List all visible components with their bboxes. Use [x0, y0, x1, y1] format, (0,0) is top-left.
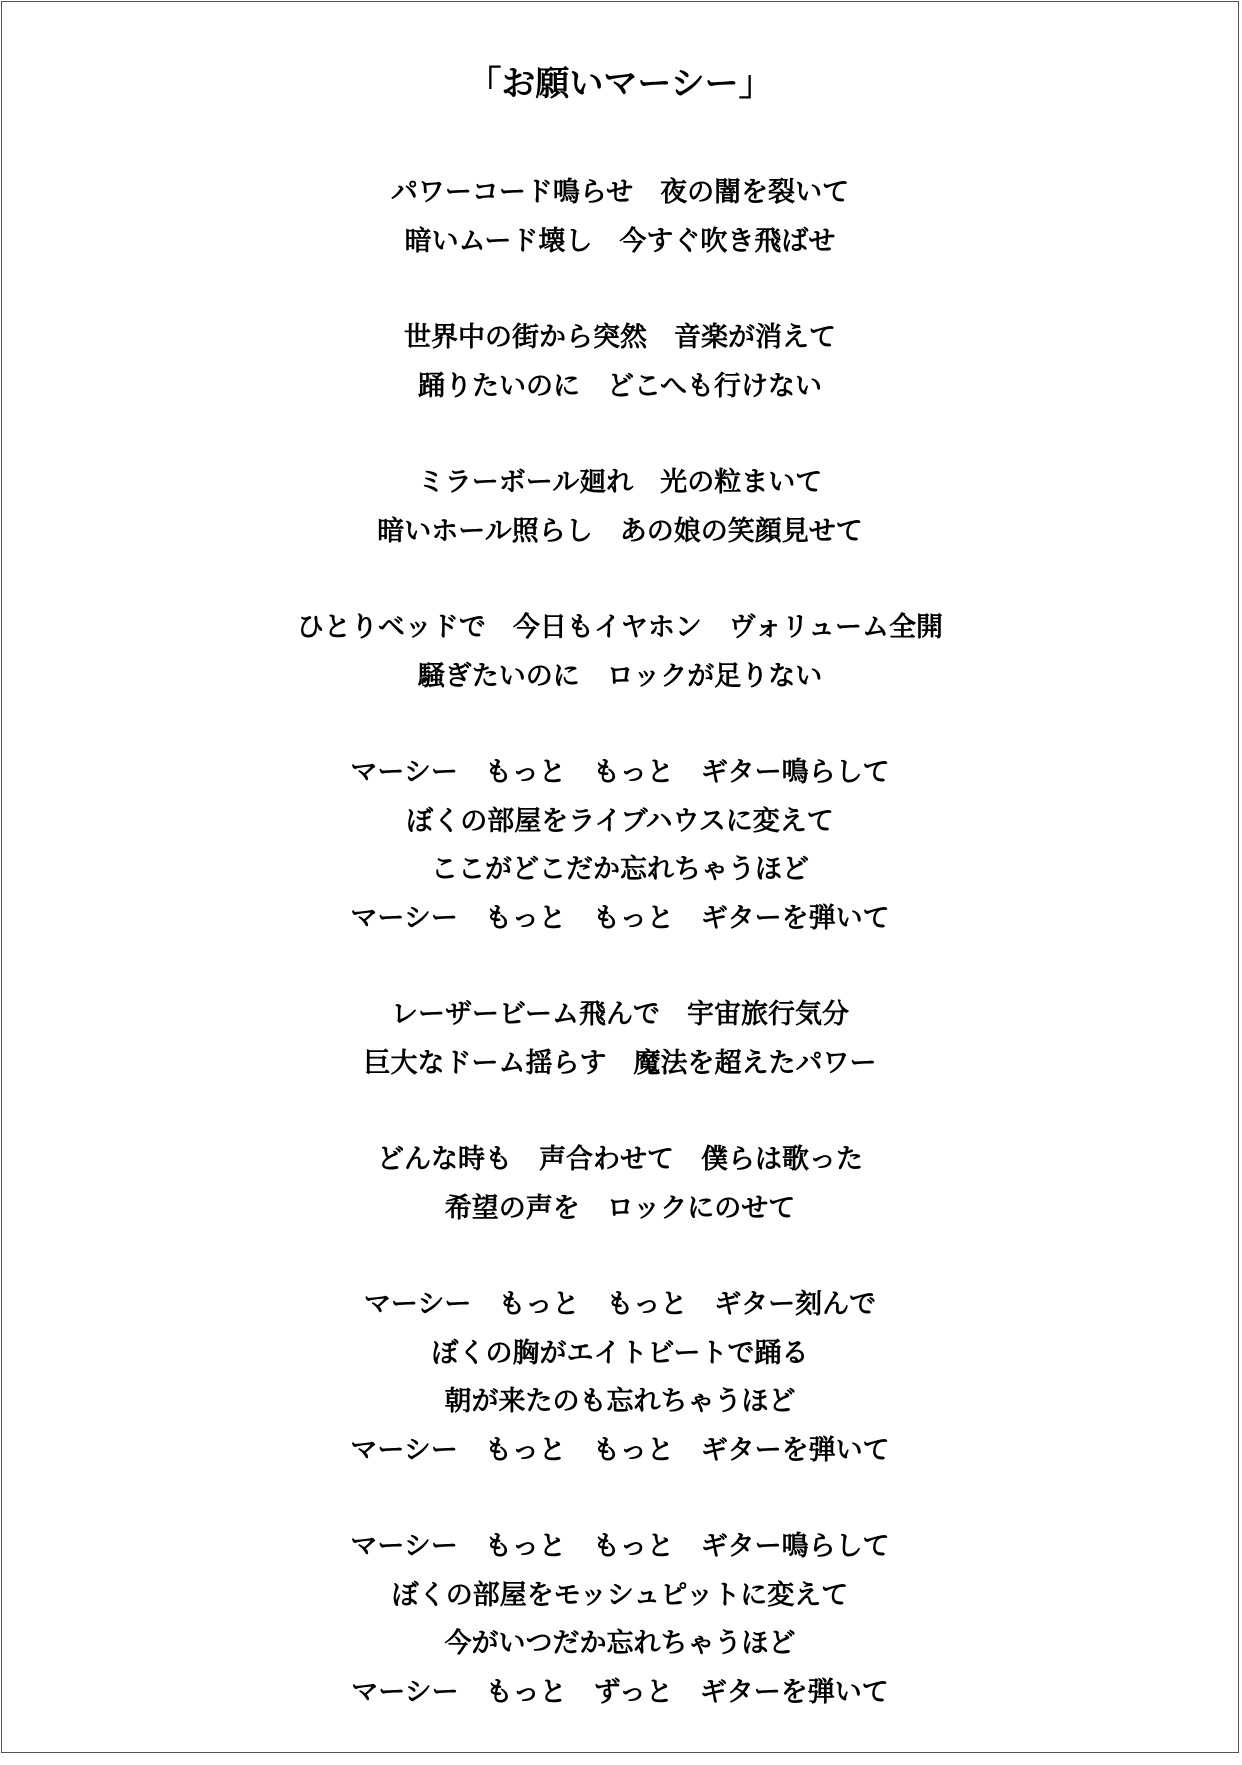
- song-title: 「お願いマーシー」: [467, 64, 773, 104]
- lyric-line: レーザービーム飛んで 宇宙旅行気分: [391, 999, 849, 1030]
- lyric-line: 暗いムード壊し 今すぐ吹き飛ばせ: [404, 225, 836, 257]
- lyric-line: マーシー もっと もっと ギター刻んで: [363, 1289, 877, 1320]
- lyric-line: 暗いホール照らし あの娘の笑顔見せて: [377, 515, 863, 547]
- lyric-line: マーシー もっと ずっと ギターを弾いて: [351, 1676, 889, 1708]
- lyric-line: パワーコード鳴らせ 夜の闇を裂いて: [390, 177, 850, 208]
- stanza: [2, 604, 1238, 701]
- lyric-line: 巨大なドーム揺らす 魔法を超えたパワー: [363, 1047, 877, 1079]
- lyric-line: ぼくの部屋をモッシュピットに変えて: [391, 1579, 849, 1611]
- lyric-line: ここがどこだか忘れちゃうほど: [431, 854, 809, 885]
- stanza: [2, 1136, 1238, 1233]
- lyric-line: マーシー もっと もっと ギター鳴らして: [350, 757, 890, 788]
- stanza: [2, 1281, 1238, 1475]
- lyric-line: ぼくの部屋をライブハウスに変えて: [406, 805, 834, 837]
- lyric-line: マーシー もっと もっと ギター鳴らして: [350, 1531, 890, 1562]
- lyric-line: ぼくの胸がエイトビートで踊る: [431, 1337, 809, 1369]
- lyric-line: ミラーボール廻れ 光の粒まいて: [417, 467, 823, 498]
- lyric-line: 世界中の街から突然 音楽が消えて: [404, 322, 836, 353]
- lyric-line: マーシー もっと もっと ギターを弾いて: [350, 1434, 890, 1466]
- stanza: [2, 314, 1238, 411]
- lyrics-body: [2, 169, 1238, 1765]
- lyric-line: 希望の声を ロックにのせて: [444, 1192, 796, 1224]
- lyric-line: 騒ぎたいのに ロックが足りない: [417, 660, 823, 692]
- lyrics-page: [1, 1, 1239, 1753]
- lyric-line: どんな時も 声合わせて 僕らは歌った: [377, 1144, 863, 1175]
- stanza: [2, 991, 1238, 1088]
- stanza: [2, 169, 1238, 266]
- lyric-line: マーシー もっと もっと ギターを弾いて: [350, 902, 890, 934]
- stanza: [2, 459, 1238, 556]
- lyric-line: 踊りたいのに どこへも行けない: [418, 370, 822, 402]
- stanza: [2, 1523, 1238, 1717]
- lyric-line: ひとりベッドで 今日もイヤホン ヴォリューム全開: [296, 612, 944, 643]
- stanza: [2, 749, 1238, 943]
- lyric-line: 朝が来たのも忘れちゃうほど: [444, 1386, 796, 1417]
- lyric-line: 今がいつだか忘れちゃうほど: [444, 1628, 796, 1659]
